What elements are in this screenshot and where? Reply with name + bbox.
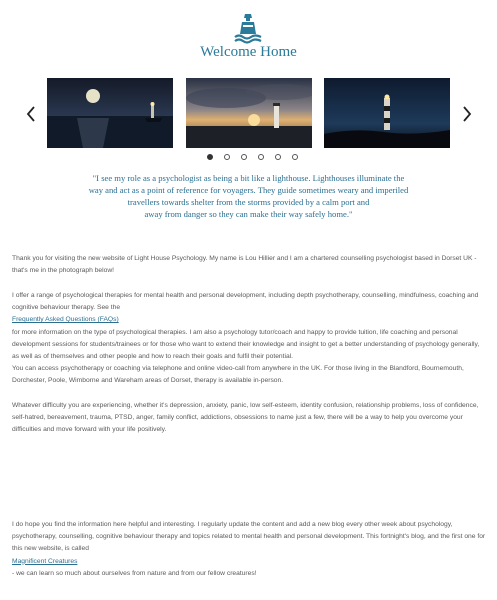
night-lighthouse-slide[interactable] [324, 78, 450, 148]
therapies-text: I offer a range of psychological therapies for mental health and personal development, including depth psychotherapy, counselling, mindfulness, coaching and cognitive behaviour therapy. See the [12, 292, 479, 312]
carousel-dot[interactable] [292, 154, 298, 160]
blog-paragraph [12, 519, 488, 580]
carousel-dot[interactable] [224, 154, 230, 160]
lighthouse-quote [70, 172, 427, 220]
carousel-dots [207, 154, 298, 160]
quote-line: travellers towards shelter from the storms provided by a calm port and [127, 197, 370, 207]
intro-paragraph [12, 253, 488, 277]
blog-continued-text: - we can learn so much about ourselves from nature and from our fellow creatures! [12, 569, 257, 577]
chevron-left-icon[interactable] [24, 104, 38, 124]
carousel-dot[interactable] [275, 154, 281, 160]
carousel-dot[interactable] [258, 154, 264, 160]
quote-line: away from danger so they can make their way safely home." [144, 209, 353, 219]
difficulty-paragraph [12, 400, 488, 437]
carousel-dot[interactable] [207, 154, 213, 160]
difficulty-text: Whatever difficulty you are experiencing, whether it's depression, anxiety, panic, low self-esteem, identity confusion, relationship problems, loss of confidence, self-hatred, bereavement, trauma, PTSD, anger, family conflict, addictions, obsessions to name just a few, there will be a way to help you overcome your difficulties and move forward with your life positively. [12, 402, 479, 434]
therapies-paragraph [12, 290, 488, 388]
carousel-dot[interactable] [241, 154, 247, 160]
faq-link[interactable]: Frequently Asked Questions (FAQs) [12, 316, 119, 324]
chevron-right-icon[interactable] [460, 104, 474, 124]
quote-line: "I see my role as a psychologist as being a bit like a lighthouse. Lighthouses illuminate the [92, 173, 405, 183]
moonlit-sea-lighthouse-slide[interactable] [47, 78, 173, 148]
blog-link[interactable]: Magnificent Creatures [12, 557, 78, 565]
lighthouse-logo-icon [233, 12, 263, 44]
blog-text: I do hope you find the information here helpful and interesting. I regularly update the content and add a new blog every other week about psychology, psychotherapy, counselling, cognitive behaviour therapy and topics related to mental health and personal development. This fortnight's blog, and the first one for this new website, is called [12, 521, 486, 553]
sunset-lighthouse-slide[interactable] [186, 78, 312, 148]
access-text: You can access psychotherapy or coaching via telephone and online video-call from anywhere in the UK. For those living in the Blandford, Bournemouth, Dorchester, Poole, Wimborne and Wareham areas of Dorset, therapy is available in-person. [12, 365, 464, 385]
therapies-continued-text: for more information on the type of psychological therapies. I am also a psychology tutor/coach and happy to provide tuition, life coaching and personal development sessions for students/trainees or for those who want to extend their knowledge and insight to get a better understanding of psychology generally, as well as of themselves and other people and how to reach their goals and fulfil their potential. [12, 328, 480, 361]
page-title: Welcome Home [200, 44, 297, 60]
quote-line: way and act as a point of reference for voyagers. They guide sometimes weary and imperiled [88, 185, 409, 195]
intro-text: Thank you for visiting the new website of Light House Psychology. My name is Lou Hillier and I am a chartered counselling psychologist based in Dorset UK - that's me in the photograph below! [12, 255, 477, 275]
